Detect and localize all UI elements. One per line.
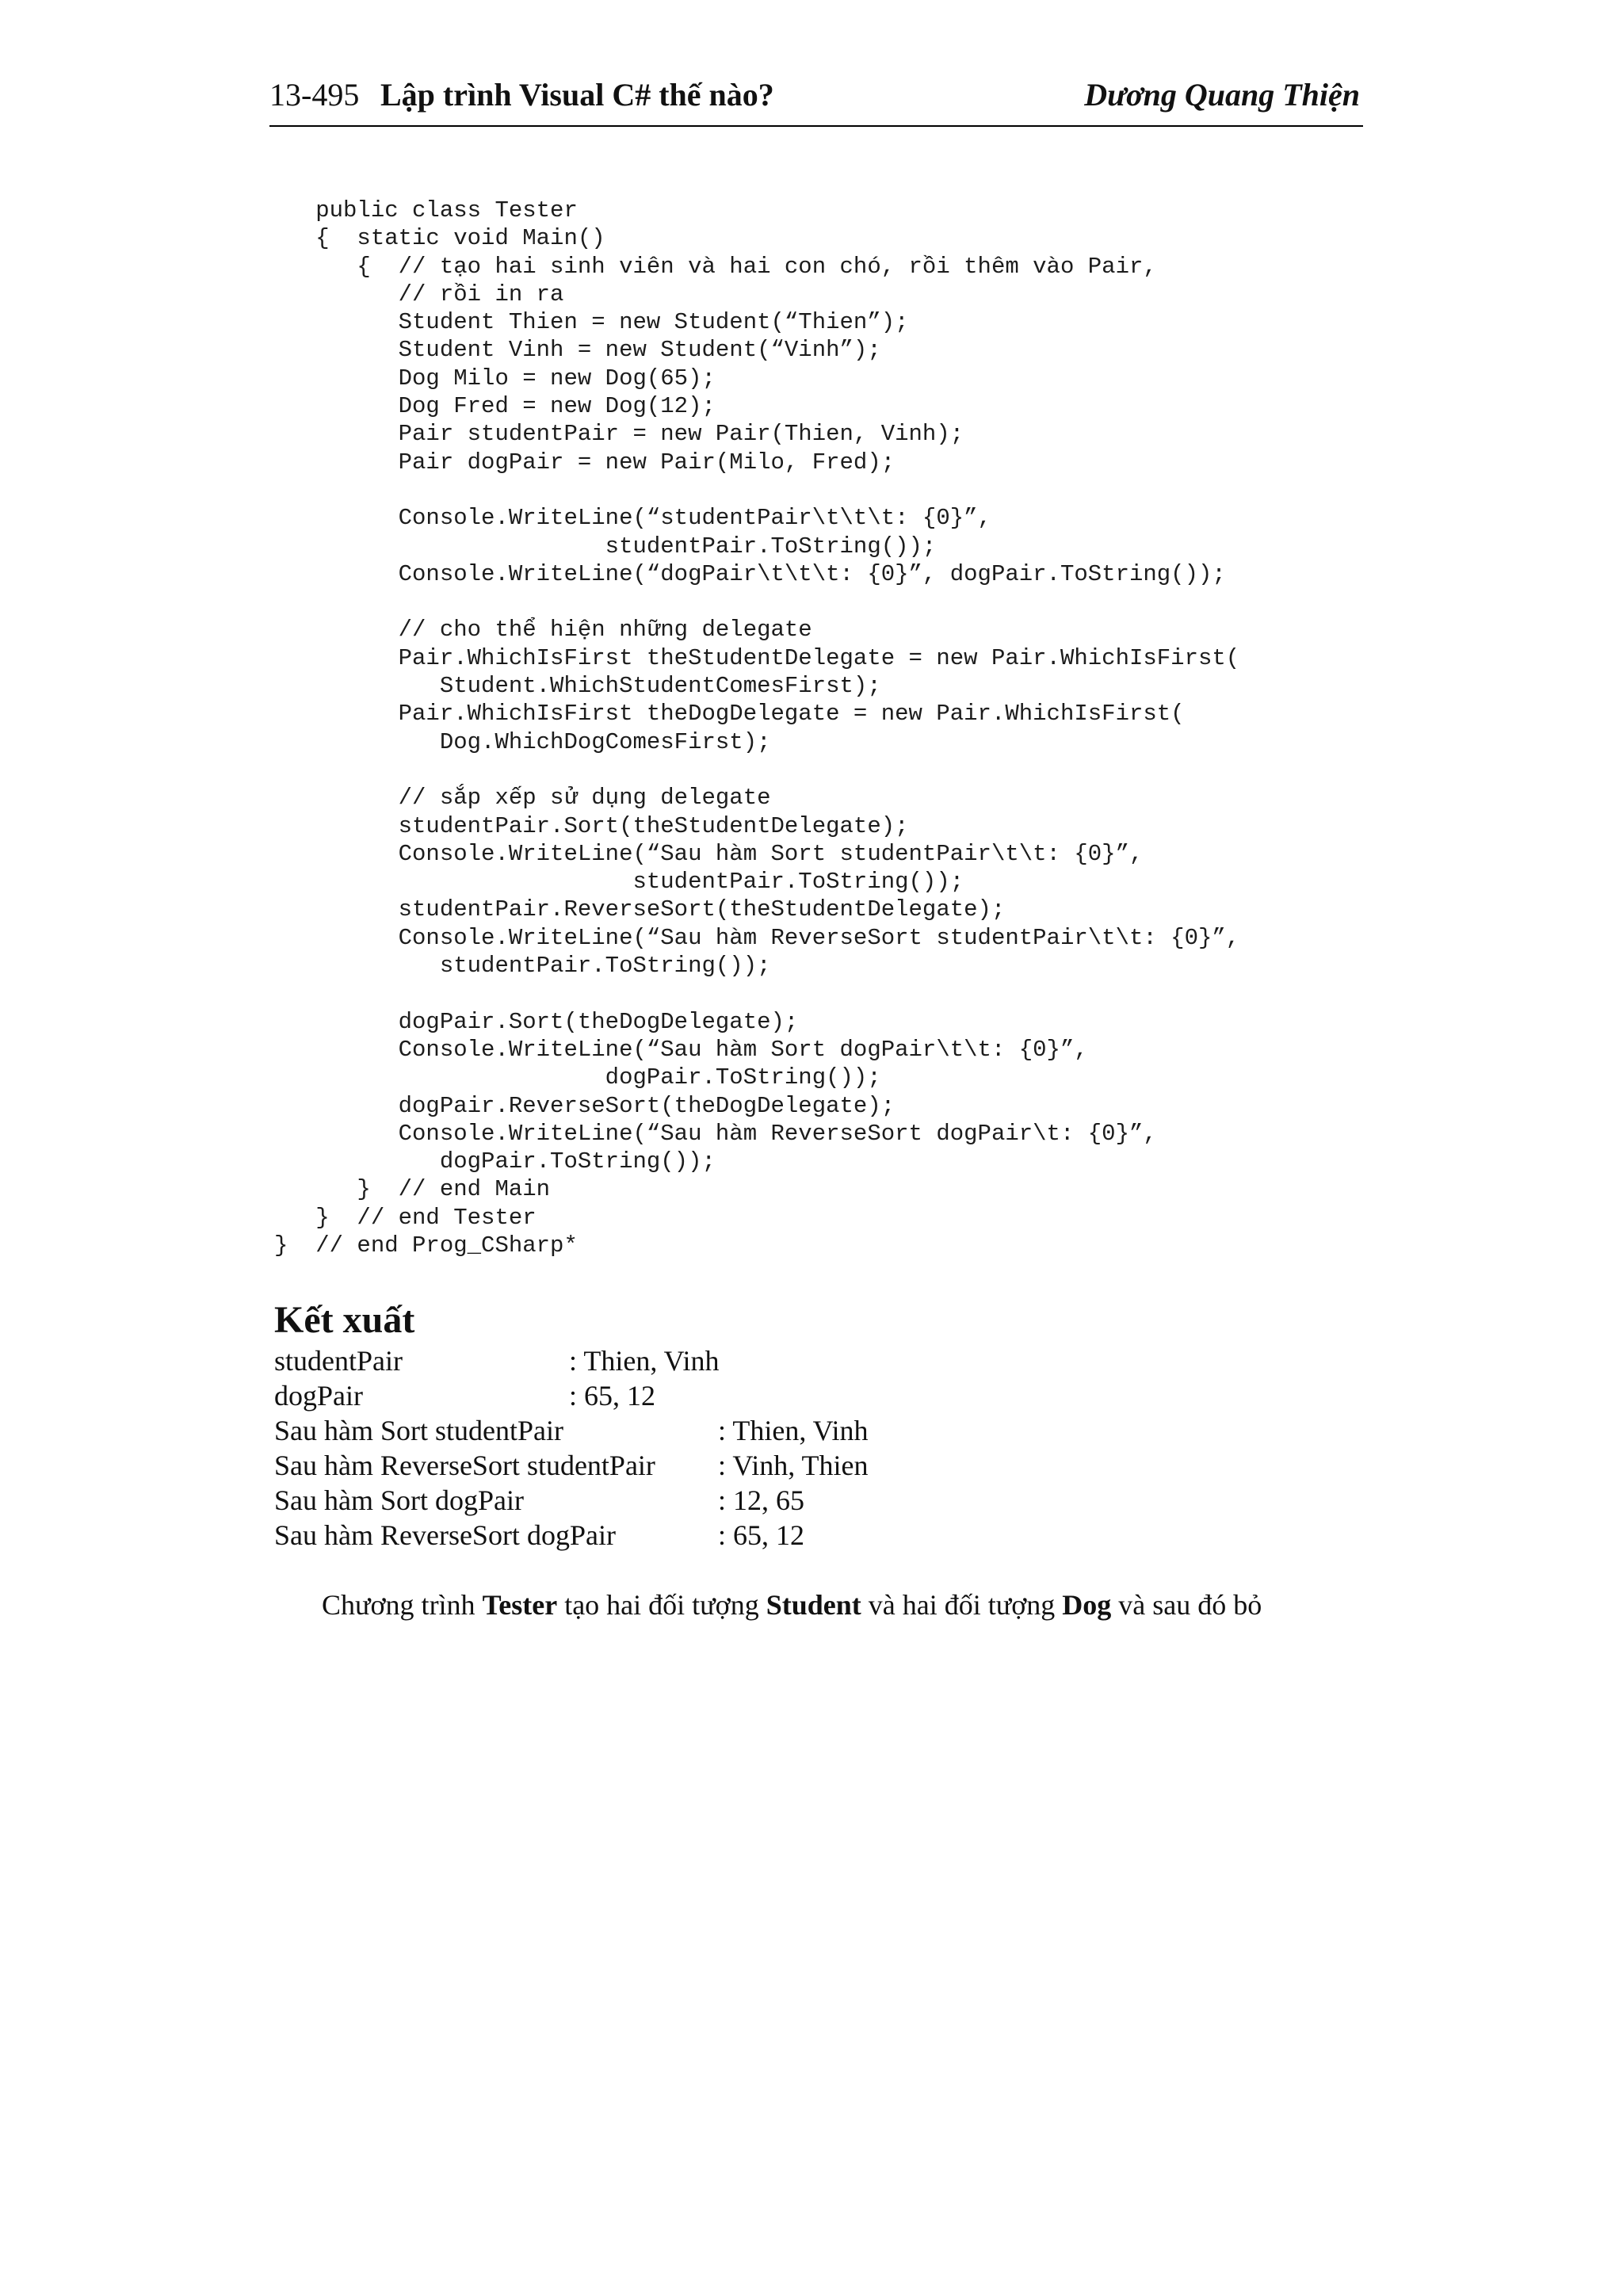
page-header: [269, 76, 1363, 127]
paragraph-text: tạo hai đối tượng: [557, 1589, 766, 1621]
code-line: Pair dogPair = new Pair(Milo, Fred);: [274, 449, 896, 476]
code-line: } // end Tester: [274, 1204, 537, 1231]
paragraph-text: và hai đối tượng: [861, 1589, 1063, 1621]
code-line: { // tạo hai sinh viên và hai con chó, rồi thêm vào Pair,: [274, 253, 1157, 280]
code-line: studentPair.ToString());: [274, 533, 937, 560]
code-line: Pair.WhichIsFirst theStudentDelegate = new Pair.WhichIsFirst(: [274, 644, 1240, 671]
code-line: dogPair.ToString());: [274, 1148, 716, 1175]
code-line: Student Thien = new Student(“Thien”);: [274, 309, 909, 336]
output-value: : 65, 12: [569, 1380, 656, 1412]
code-line: Dog Milo = new Dog(65);: [274, 365, 716, 392]
output-label: studentPair: [274, 1345, 403, 1377]
page-number: 13-495: [269, 77, 360, 113]
code-line: Dog Fred = new Dog(12);: [274, 393, 716, 420]
book-title: Lập trình Visual C# thế nào?: [380, 77, 774, 113]
code-line: dogPair.ToString());: [274, 1064, 881, 1091]
code-line: [274, 756, 1239, 784]
output-label: dogPair: [274, 1380, 363, 1412]
code-line: } // end Main: [274, 1176, 551, 1203]
output-label: Sau hàm ReverseSort dogPair: [274, 1519, 616, 1551]
code-line: [274, 980, 1239, 1007]
code-line: Console.WriteLine(“dogPair\t\t\t: {0}”, dogPair.ToString());: [274, 560, 1226, 587]
output-value: : 65, 12: [718, 1519, 805, 1551]
code-line: studentPair.ToString());: [274, 869, 964, 896]
output-label: Sau hàm ReverseSort studentPair: [274, 1450, 655, 1481]
code-line: dogPair.ReverseSort(theDogDelegate);: [274, 1092, 896, 1119]
code-block: [274, 197, 1239, 1259]
code-line: Pair studentPair = new Pair(Thien, Vinh);: [274, 421, 964, 448]
output-value: : 12, 65: [718, 1484, 805, 1516]
code-line: // cho thể hiện những delegate: [274, 617, 812, 644]
output-value: : Thien, Vinh: [718, 1415, 869, 1446]
author-name: Dương Quang Thiện: [1084, 77, 1360, 113]
body-paragraph: [322, 1588, 1262, 1622]
code-line: [274, 476, 1239, 504]
code-line: dogPair.Sort(theDogDelegate);: [274, 1008, 799, 1035]
code-line: // rồi in ra: [274, 281, 564, 308]
paragraph-bold-term: Tester: [482, 1589, 558, 1621]
code-line: Console.WriteLine(“Sau hàm Sort studentPair\t\t: {0}”,: [274, 840, 1144, 867]
paragraph-text: và sau đó bỏ: [1111, 1589, 1262, 1621]
code-line: Student Vinh = new Student(“Vinh”);: [274, 337, 881, 364]
code-line: Student.WhichStudentComesFirst);: [274, 673, 881, 700]
code-line: { static void Main(): [274, 225, 605, 252]
output-value: : Vinh, Thien: [718, 1450, 869, 1481]
output-value: : Thien, Vinh: [569, 1345, 720, 1377]
output-label: Sau hàm Sort studentPair: [274, 1415, 563, 1446]
code-line: studentPair.ToString());: [274, 953, 771, 980]
code-line: Console.WriteLine(“Sau hàm ReverseSort studentPair\t\t: {0}”,: [274, 924, 1240, 951]
code-line: studentPair.ReverseSort(theStudentDelegate);: [274, 896, 1006, 923]
paragraph-bold-term: Student: [766, 1589, 861, 1621]
code-line: [274, 588, 1239, 616]
code-line: public class Tester: [274, 197, 578, 223]
code-line: studentPair.Sort(theStudentDelegate);: [274, 812, 909, 839]
code-line: Console.WriteLine(“Sau hàm ReverseSort dogPair\t: {0}”,: [274, 1120, 1157, 1147]
code-line: Console.WriteLine(“Sau hàm Sort dogPair\t\t: {0}”,: [274, 1036, 1088, 1063]
code-line: // sắp xếp sử dụng delegate: [274, 785, 771, 812]
code-line: Console.WriteLine(“studentPair\t\t\t: {0}”,: [274, 505, 991, 532]
output-section-title: Kết xuất: [274, 1299, 415, 1341]
code-line: Pair.WhichIsFirst theDogDelegate = new Pair.WhichIsFirst(: [274, 701, 1185, 728]
paragraph-text: Chương trình: [322, 1589, 483, 1621]
code-line: Dog.WhichDogComesFirst);: [274, 728, 771, 755]
code-line: } // end Prog_CSharp*: [274, 1232, 578, 1259]
output-label: Sau hàm Sort dogPair: [274, 1484, 524, 1516]
paragraph-bold-term: Dog: [1062, 1589, 1112, 1621]
